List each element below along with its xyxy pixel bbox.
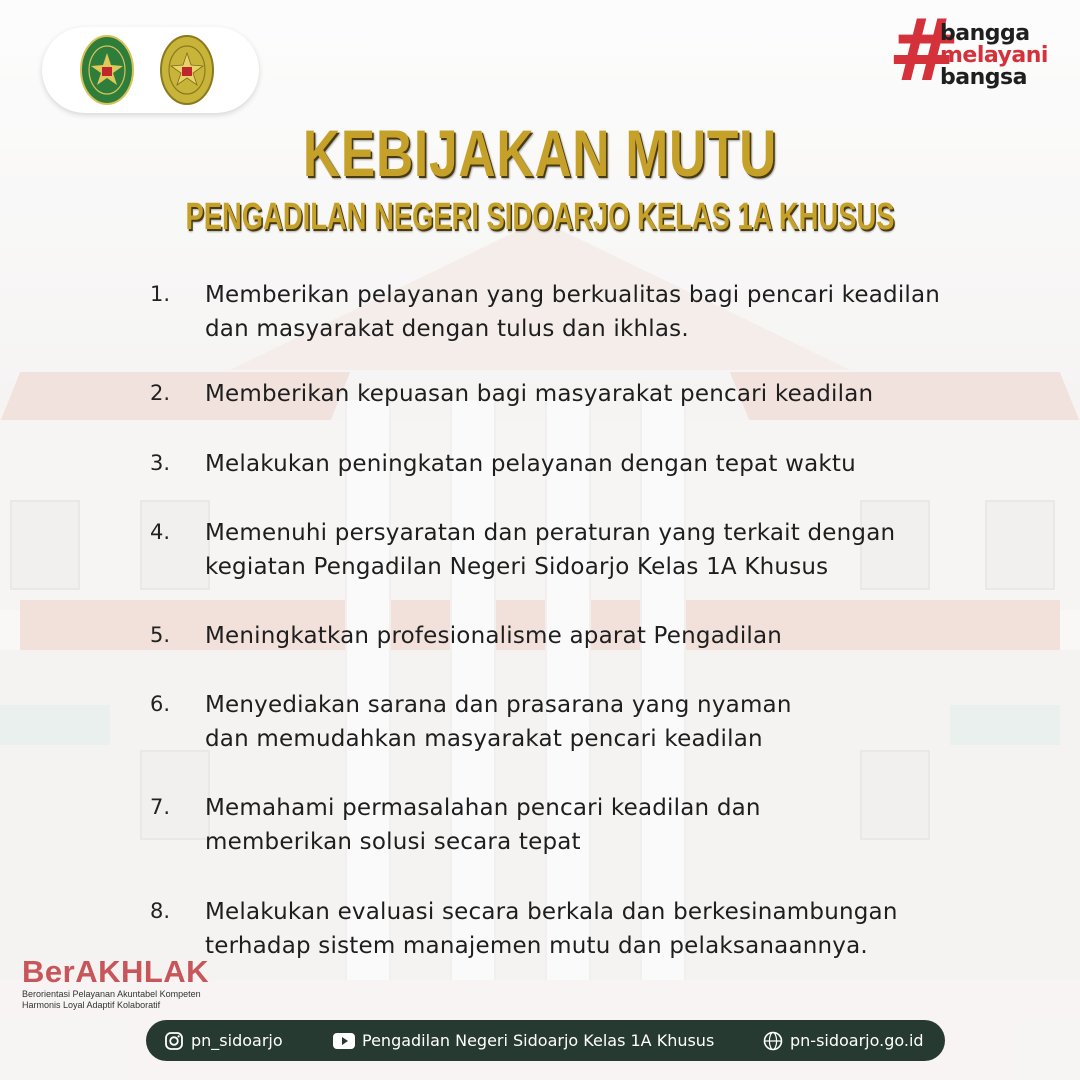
- website-url: pn-sidoarjo.go.id: [790, 1031, 924, 1050]
- instagram-handle: pn_sidoarjo: [191, 1031, 283, 1050]
- hashtag-word-2: melayani: [940, 43, 1048, 68]
- item-number: 7.: [150, 795, 171, 819]
- item-number: 2.: [150, 381, 171, 405]
- youtube-channel: Pengadilan Negeri Sidoarjo Kelas 1A Khusus: [362, 1031, 715, 1050]
- instagram-link[interactable]: [164, 1020, 283, 1061]
- item-number: 4.: [150, 520, 171, 544]
- item-number: 5.: [150, 623, 171, 647]
- berakhlak-tagline-1: Berorientasi Pelayanan Akuntabel Kompeten: [22, 989, 201, 999]
- footer-social-bar: [146, 1020, 945, 1061]
- hashtag-word-3: bangsa: [940, 65, 1027, 90]
- item-text: Memberikan kepuasan bagi masyarakat pencari keadilan: [205, 381, 874, 407]
- instagram-icon: [164, 1031, 184, 1051]
- website-link[interactable]: [763, 1020, 924, 1061]
- berakhlak-tagline-2: Harmonis Loyal Adaptif Kolaboratif: [22, 1000, 161, 1010]
- item-number: 1.: [150, 282, 171, 306]
- item-text: Meningkatkan profesionalisme aparat Pengadilan: [205, 623, 783, 649]
- page-title: KEBIJAKAN MUTU: [302, 116, 778, 190]
- item-text: Memberikan pelayanan yang berkualitas bagi pencari keadilan dan masyarakat dengan tulus dan ikhlas.: [205, 282, 941, 342]
- item-text: Memahami permasalahan pencari keadilan dan memberikan solusi secara tepat: [205, 795, 761, 855]
- berakhlak-brand: BerAKHLAK: [22, 954, 210, 989]
- globe-icon: [763, 1031, 783, 1051]
- item-number: 3.: [150, 451, 171, 475]
- berakhlak-logo: [22, 955, 252, 1020]
- item-text: Memenuhi persyaratan dan peraturan yang terkait dengan kegiatan Pengadilan Negeri Sidoarjo Kelas 1A Khusus: [205, 520, 896, 580]
- item-text: Menyediakan sarana dan prasarana yang nyaman dan memudahkan masyarakat pencari keadilan: [205, 692, 792, 752]
- item-text: Melakukan evaluasi secara berkala dan berkesinambungan terhadap sistem manajemen mutu dan pelaksanaannya.: [205, 899, 898, 959]
- hashtag-word-1: bangga: [940, 21, 1030, 46]
- item-number: 6.: [150, 692, 171, 716]
- item-text: Melakukan peningkatan pelayanan dengan tepat waktu: [205, 451, 856, 477]
- youtube-icon: [333, 1033, 355, 1049]
- hashtag-symbol: #: [888, 1, 961, 101]
- page-subtitle: PENGADILAN NEGERI SIDOARJO KELAS 1A KHUSUS: [185, 196, 895, 238]
- item-number: 8.: [150, 899, 171, 923]
- youtube-link[interactable]: [333, 1020, 714, 1061]
